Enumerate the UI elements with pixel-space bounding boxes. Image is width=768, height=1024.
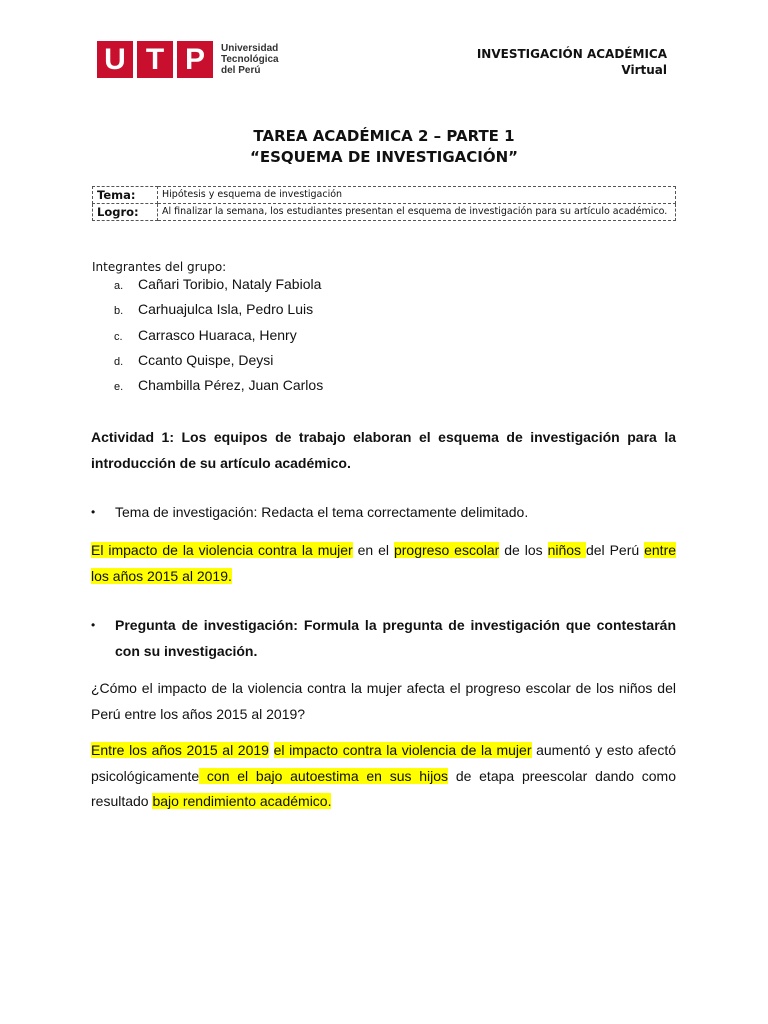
members-list bbox=[92, 272, 323, 398]
list-item bbox=[92, 297, 323, 322]
logo-line: del Perú bbox=[221, 65, 261, 76]
pregunta-instruction-text: Pregunta de investigación: Formula la pregunta de investigación que contestarán con su investigación. bbox=[115, 617, 676, 659]
tema-answer bbox=[91, 538, 676, 589]
member-name: Cañari Toribio, Nataly Fabiola bbox=[138, 276, 322, 292]
text-run: de etapa preescolar dando como resultado bbox=[91, 767, 676, 809]
highlight: El impacto de la violencia contra la mujer bbox=[91, 542, 353, 558]
hipotesis-answer bbox=[91, 738, 676, 815]
list-item bbox=[92, 348, 323, 373]
info-table bbox=[92, 186, 676, 221]
highlight: entre los años 2015 al 2019. bbox=[91, 542, 677, 584]
list-item bbox=[92, 373, 323, 398]
member-name: Carrasco Huaraca, Henry bbox=[138, 326, 297, 343]
pregunta-answer: ¿Cómo el impacto de la violencia contra la mujer afecta el progreso escolar de los niños del Perú entre los años 2015 al 2019? bbox=[91, 680, 676, 722]
tema-value: Hipótesis y esquema de investigación bbox=[158, 187, 676, 204]
logo-line: Tecnológica bbox=[221, 54, 279, 65]
header-course-title: INVESTIGACIÓN ACADÉMICA bbox=[476, 47, 667, 61]
bullet-icon: • bbox=[91, 618, 96, 632]
highlight: niños bbox=[547, 542, 586, 558]
highlight: Entre los años 2015 al 2019 bbox=[91, 742, 269, 758]
highlight: el impacto contra la violencia de la mujer bbox=[273, 742, 532, 758]
header-course-mode: Virtual bbox=[621, 63, 667, 77]
tema-label: Tema: bbox=[93, 187, 158, 204]
highlight: progreso escolar bbox=[393, 542, 500, 558]
list-item bbox=[92, 323, 323, 348]
header-course bbox=[477, 46, 667, 78]
utp-logo bbox=[97, 41, 287, 79]
logo-line: Universidad bbox=[221, 43, 279, 54]
text-run: de los bbox=[499, 542, 548, 558]
text-run bbox=[269, 742, 274, 758]
text-run: aumentó y esto afectó psicológicamente bbox=[91, 742, 677, 784]
table-row bbox=[93, 204, 676, 221]
logro-value: Al finalizar la semana, los estudiantes presentan el esquema de investigación para su artículo académico. bbox=[158, 204, 676, 221]
member-name: Ccanto Quispe, Deysi bbox=[138, 351, 274, 368]
logro-label: Logro: bbox=[93, 204, 158, 221]
bullet-icon: • bbox=[91, 505, 96, 519]
list-marker: d. bbox=[114, 355, 124, 368]
list-item bbox=[92, 272, 323, 297]
logo-letter-p: P bbox=[177, 41, 213, 78]
highlight: bajo rendimiento académico. bbox=[152, 793, 332, 809]
logo-university-name bbox=[221, 43, 279, 76]
member-name: Carhuajulca Isla, Pedro Luis bbox=[138, 301, 314, 318]
list-marker: a. bbox=[114, 280, 124, 292]
member-name: Chambilla Pérez, Juan Carlos bbox=[138, 377, 324, 394]
list-marker: c. bbox=[114, 330, 123, 343]
tema-instruction-text: Tema de investigación: Redacta el tema correctamente delimitado. bbox=[115, 504, 529, 520]
highlight: con el bajo autoestima en sus hijos bbox=[199, 767, 449, 784]
list-marker: e. bbox=[114, 381, 124, 394]
text-run: en el bbox=[352, 542, 394, 558]
document-title: TAREA ACADÉMICA 2 – PARTE 1 bbox=[253, 127, 515, 145]
table-row bbox=[93, 187, 676, 204]
logo-letter-t: T bbox=[137, 41, 173, 78]
logo-letter-u: U bbox=[97, 41, 133, 78]
members-label: Integrantes del grupo: bbox=[92, 260, 227, 274]
text-run: del Perú bbox=[585, 542, 645, 558]
document-subtitle: “ESQUEMA DE INVESTIGACIÓN” bbox=[249, 148, 519, 166]
activity-heading: Actividad 1: Los equipos de trabajo elaboran el esquema de investigación para la introducción de su artículo académico. bbox=[91, 429, 676, 471]
list-marker: b. bbox=[114, 305, 124, 318]
